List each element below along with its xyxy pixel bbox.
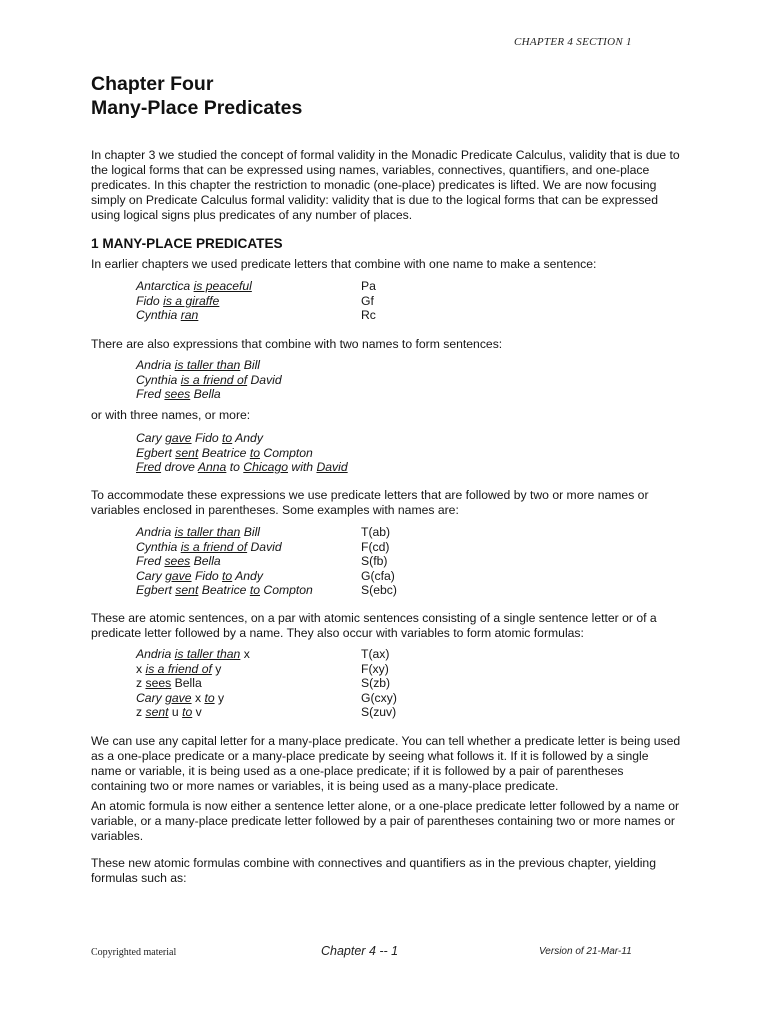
underlined-predicate: to: [182, 705, 193, 719]
paragraph-earlier-chapters: In earlier chapters we used predicate letters that combine with one name to make a sentence:: [91, 257, 597, 271]
example-sentence: [136, 294, 361, 309]
example-sentence: [136, 583, 361, 598]
examples-with-names: [136, 525, 636, 598]
sentence-segment: with: [288, 460, 317, 474]
underlined-predicate: is a friend of: [180, 539, 248, 554]
sentence-segment: Fred: [136, 387, 165, 401]
underlined-predicate: gave: [165, 690, 192, 705]
example-formula: S(ebc): [361, 583, 397, 597]
sentence-segment: Fred: [136, 554, 165, 568]
example-formula: Gf: [361, 293, 374, 308]
example-row: [136, 662, 636, 677]
examples-three-place: [136, 431, 636, 475]
sentence-segment: Andy: [232, 568, 263, 583]
paragraph-atomic-sentences: These are atomic sentences, on a par with atomic sentences consisting of a single sentence letter or of a predicate letter followed by a name. They also occur with variables to form atomic formulas:: [91, 611, 657, 640]
underlined-predicate: David: [316, 460, 348, 474]
sentence-segment: Fido: [136, 293, 164, 308]
example-sentence: [136, 647, 361, 662]
sentence-segment: Cynthia: [136, 308, 181, 322]
example-row: [136, 387, 636, 402]
example-formula: S(zuv): [361, 705, 397, 719]
underlined-predicate: to: [222, 568, 233, 583]
underlined-predicate: is taller than: [174, 525, 241, 539]
example-sentence: [136, 554, 361, 569]
example-sentence: [136, 460, 361, 475]
sentence-segment: z: [136, 705, 146, 719]
examples-with-variables: [136, 647, 636, 720]
example-formula: G(cxy): [361, 690, 397, 705]
sentence-segment: Fido: [191, 568, 223, 583]
example-row: [136, 294, 636, 309]
underlined-predicate: is taller than: [174, 647, 241, 661]
example-formula: Pa: [361, 279, 376, 293]
sentence-segment: Andria: [136, 647, 175, 661]
paragraph-combine: These new atomic formulas combine with connectives and quantifiers as in the previous chapter, yielding formulas such as:: [91, 856, 656, 885]
underlined-predicate: gave: [165, 568, 192, 583]
example-row: [136, 583, 636, 598]
sentence-segment: Beatrice: [198, 445, 250, 460]
underlined-predicate: Fred: [136, 460, 162, 474]
sentence-segment: Compton: [260, 445, 313, 460]
example-sentence: [136, 525, 361, 540]
underlined-predicate: sees: [164, 554, 191, 568]
example-sentence: [136, 358, 361, 373]
sentence-segment: Andria: [136, 525, 175, 539]
sentence-segment: Cary: [136, 690, 166, 705]
example-sentence: [136, 387, 361, 402]
example-formula: F(cd): [361, 539, 390, 554]
example-sentence: [136, 446, 361, 461]
underlined-predicate: is taller than: [174, 358, 241, 372]
example-row: [136, 460, 636, 475]
underlined-predicate: Chicago: [243, 460, 288, 474]
sentence-segment: Fido: [191, 431, 223, 445]
example-formula: G(cfa): [361, 568, 395, 583]
example-formula: T(ab): [361, 525, 391, 539]
example-sentence: [136, 705, 361, 720]
underlined-predicate: is a friend of: [145, 661, 212, 676]
sentence-segment: Egbert: [136, 583, 176, 597]
sentence-segment: Bella: [190, 554, 221, 568]
sentence-segment: Egbert: [136, 445, 176, 460]
underlined-predicate: is peaceful: [193, 279, 252, 293]
example-formula: Rc: [361, 308, 376, 322]
sentence-segment: Andria: [136, 358, 175, 372]
paragraph-capital-letter: We can use any capital letter for a many-place predicate. You can tell whether a predicate letter is being used as a one-place predicate or a many-place predicate by seeing what follows it. If it is followed by a single name or variable, it is being used as a one-place predicate; if it is followed by a pair of parentheses containing two or more names or variables, it is being used as a many-place predicate.: [91, 734, 681, 793]
paragraph-three-names: or with three names, or more:: [91, 408, 251, 422]
footer-copyright: Copyrighted material: [91, 947, 177, 958]
paragraph-atomic-formula: An atomic formula is now either a sentence letter alone, or a one-place predicate letter followed by a name or variable, or a many-place predicate letter followed by a pair of parentheses containing two or more names or variables.: [91, 799, 680, 843]
paragraph-two-names: There are also expressions that combine with two names to form sentences:: [91, 337, 503, 351]
example-row: [136, 525, 636, 540]
underlined-predicate: ran: [180, 308, 199, 322]
underlined-predicate: sent: [175, 445, 199, 460]
example-formula: S(fb): [361, 554, 388, 568]
underlined-predicate: is a giraffe: [163, 293, 220, 308]
sentence-segment: y: [211, 661, 222, 676]
underlined-predicate: to: [204, 690, 215, 705]
sentence-segment: x: [191, 690, 205, 705]
section-heading: 1 MANY-PLACE PREDICATES: [91, 236, 283, 251]
example-formula: T(ax): [361, 647, 390, 661]
examples-two-place: [136, 358, 636, 402]
example-row: [136, 373, 636, 388]
sentence-segment: Andy: [232, 431, 263, 445]
example-row: [136, 647, 636, 662]
example-sentence: [136, 662, 361, 677]
example-sentence: [136, 676, 361, 691]
sentence-segment: x: [136, 661, 146, 676]
paragraph-accommodate: To accommodate these expressions we use predicate letters that are followed by two or more names or variables enclosed in parentheses. Some examples with names are:: [91, 488, 649, 517]
example-row: [136, 446, 636, 461]
underlined-predicate: sent: [175, 583, 199, 597]
examples-one-place: [136, 279, 636, 323]
sentence-segment: Bill: [240, 525, 260, 539]
sentence-segment: v: [192, 705, 202, 719]
chapter-title-line2: Many-Place Predicates: [91, 97, 303, 119]
underlined-predicate: to: [249, 445, 260, 460]
example-row: [136, 691, 636, 706]
sentence-segment: David: [247, 372, 282, 387]
sentence-segment: Compton: [260, 583, 313, 597]
example-row: [136, 554, 636, 569]
example-sentence: [136, 373, 361, 388]
example-sentence: [136, 279, 361, 294]
sentence-segment: Bella: [190, 387, 221, 401]
underlined-predicate: to: [249, 583, 260, 597]
sentence-segment: Cynthia: [136, 539, 181, 554]
underlined-predicate: to: [222, 431, 233, 445]
example-row: [136, 358, 636, 373]
sentence-segment: u: [168, 705, 183, 719]
chapter-title-line1: Chapter Four: [91, 73, 214, 95]
example-sentence: [136, 691, 361, 706]
example-formula: F(xy): [361, 661, 389, 676]
sentence-segment: Cary: [136, 431, 166, 445]
example-sentence: [136, 431, 361, 446]
example-row: [136, 431, 636, 446]
sentence-segment: to: [226, 460, 244, 474]
sentence-segment: David: [247, 539, 282, 554]
chapter-title: [91, 72, 302, 120]
footer-version: Version of 21-Mar-11: [539, 946, 632, 957]
example-row: [136, 676, 636, 691]
sentence-segment: Bill: [240, 358, 260, 372]
underlined-predicate: sent: [145, 705, 169, 719]
sentence-segment: Cynthia: [136, 372, 181, 387]
example-row: [136, 705, 636, 720]
sentence-segment: drove: [161, 460, 198, 474]
example-row: [136, 540, 636, 555]
underlined-predicate: Anna: [197, 460, 227, 474]
footer-page-number: Chapter 4 -- 1: [321, 944, 399, 958]
sentence-segment: Cary: [136, 568, 166, 583]
example-row: [136, 279, 636, 294]
underlined-predicate: sees: [164, 387, 191, 401]
sentence-segment: x: [240, 647, 250, 661]
sentence-segment: z: [136, 676, 146, 690]
example-formula: S(zb): [361, 676, 391, 690]
example-sentence: [136, 308, 361, 323]
example-sentence: [136, 569, 361, 584]
intro-paragraph: In chapter 3 we studied the concept of formal validity in the Monadic Predicate Calculus, validity that is due to the logical forms that can be expressed using names, variables, connectives, quantifiers, and one-place predicates. In this chapter the restriction to monadic (one-place) predicates is lifted. We are now focusing simply on Predicate Calculus formal validity: validity that is due to the logical forms that can be expressed using logical signs plus predicates of any number of places.: [91, 148, 680, 222]
sentence-segment: y: [214, 690, 225, 705]
sentence-segment: Beatrice: [198, 583, 250, 597]
example-sentence: [136, 540, 361, 555]
sentence-segment: Antarctica: [136, 279, 194, 293]
underlined-predicate: sees: [145, 676, 172, 690]
underlined-predicate: gave: [165, 431, 192, 445]
underlined-predicate: is a friend of: [180, 372, 248, 387]
example-row: [136, 308, 636, 323]
sentence-segment: Bella: [171, 676, 202, 690]
example-row: [136, 569, 636, 584]
running-head: CHAPTER 4 SECTION 1: [514, 36, 632, 48]
